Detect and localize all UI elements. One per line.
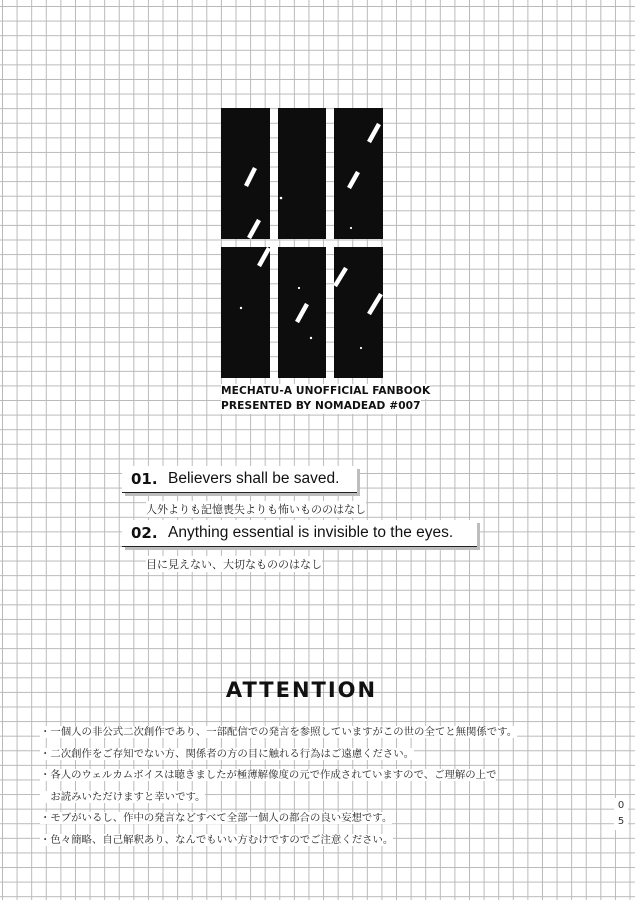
story-number: 02. [131,524,158,542]
page-number [614,798,628,830]
note-line: ・一個人の非公式二次創作であり、一部配信での発言を参照していますがこの世の全てと無関係です。 [40,726,518,738]
note-line: ・モブがいるし、作中の発言などすべて全部一個人の都合の良い妄想です。 [40,812,393,825]
attention-heading: ATTENTION [225,678,378,702]
logo-panel-top-middle [278,108,326,239]
logo-panel-top-left [221,108,270,239]
logo-panel-bottom-left [221,247,270,378]
story-subtitle: 人外よりも記憶喪失よりも怖いもののはなし [146,503,366,516]
logo-panel-bottom-right [334,247,383,378]
barred-window-logo-icon [221,108,383,378]
story-number: 01. [131,470,158,488]
attention-notes [40,722,600,852]
note-line: ・各人のウェルカムボイスは聴きましたが極薄解像度の元で作成されていますので、ご理解の上で [40,769,497,782]
note-line: ・二次創作をご存知でない方、関係者の方の目に触れる行為はご遠慮ください。 [40,747,415,760]
page-number-digit: 0 [614,798,628,814]
logo-caption [221,384,431,414]
story-title: Anything essential is invisible to the eyes. [168,524,454,541]
story-title: Believers shall be saved. [168,470,340,487]
story-subtitle: 目に見えない、大切なもののはなし [146,558,322,571]
note-line: ・色々簡略、自己解釈あり、なんでもいい方むけですのでご注意ください。 [40,833,394,846]
caption-line-1: MECHATU-A UNOFFICIAL FANBOOK [221,385,431,397]
page-number-digit: 5 [614,814,628,830]
caption-line-2: PRESENTED BY NOMADEAD #007 [221,400,421,412]
note-line: お読みいただけますと幸いです。 [40,790,206,803]
